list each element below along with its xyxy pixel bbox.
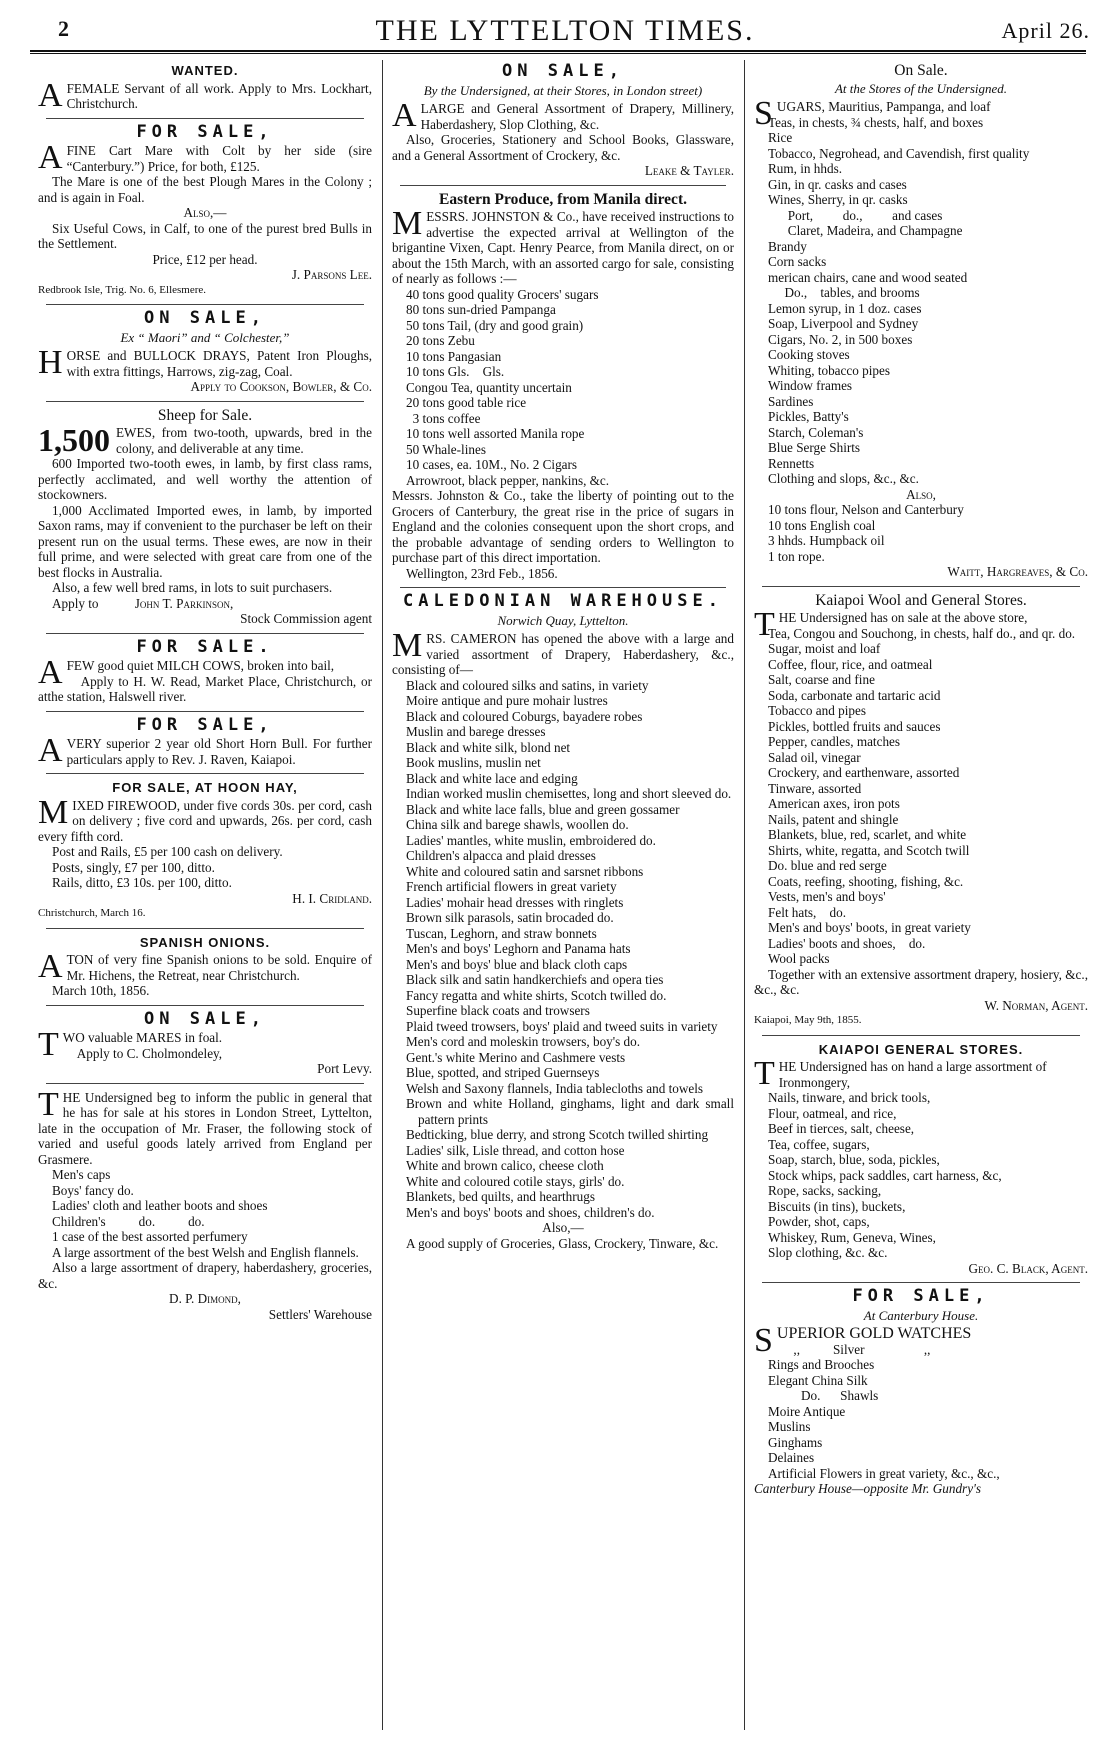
advert-apply: Apply to <box>52 595 99 611</box>
advert-text: Apply to C. Cholmondeley, <box>76 1045 223 1061</box>
list-item: Pepper, candles, matches <box>768 734 901 749</box>
advert-heading: FOR SALE, <box>136 714 274 735</box>
list-item: Men's cord and moleskin trowsers, boy's do. <box>406 1034 641 1049</box>
list-item: Port, do., and cases <box>768 207 943 223</box>
drop-cap: T <box>754 1055 775 1092</box>
list-item: Pickles, bottled fruits and sauces <box>768 718 941 734</box>
column-divider <box>744 60 745 1730</box>
drop-cap: H <box>38 344 63 381</box>
advert-separator <box>46 118 364 119</box>
advert-wanted <box>38 63 372 112</box>
list-item: Welsh and Saxony flannels, India tablecloths and towels <box>406 1080 704 1096</box>
drop-cap: M <box>392 205 423 242</box>
list-item: ,, Silver ,, <box>776 1341 931 1357</box>
advert-body: HE Undersigned has on hand a large assortment of <box>778 1059 1047 1074</box>
drop-cap: A <box>38 654 63 691</box>
advert-body: FEW good quiet MILCH COWS, broken into bail, <box>66 658 335 673</box>
list-item: 1 ton rope. <box>768 548 825 564</box>
header-rule-thin <box>30 53 1086 54</box>
list-item: Ginghams <box>768 1434 823 1450</box>
list-item: White and coloured cotile stays, girls' do. <box>406 1173 625 1189</box>
advert-body: HE Undersigned has on sale at the above store, <box>778 610 1028 625</box>
advert-separator <box>46 304 364 305</box>
list-item: Blankets, bed quilts, and hearthrugs <box>406 1189 595 1204</box>
list-item: Whiskey, Rum, Geneva, Wines, <box>768 1229 936 1245</box>
advert-body: RS. CAMERON has opened the above with a large and varied assortment of Drapery, Haberdashery, &c., consisting of— <box>392 631 734 677</box>
list-item: Clothing and slops, &c., &c. <box>768 471 919 486</box>
advert-settlers-warehouse <box>38 1085 372 1323</box>
list-item: Blue Serge Shirts <box>768 440 861 455</box>
advert-cart-mare <box>38 121 372 299</box>
list-item: Cooking stoves <box>768 347 850 362</box>
list-item: 80 tons sun-dried Pampanga <box>406 302 556 317</box>
list-item: Men's and boys' boots, in great variety <box>768 920 971 935</box>
advert-text: Six Useful Cows, in Calf, to one of the purest bred Bulls in the Settlement. <box>38 220 372 251</box>
advert-body: IXED FIREWOOD, under five cords 30s. per cord, cash on delivery ; five cord and upwards, 26s. per cord, cash every fifth cord. <box>38 797 372 844</box>
list-item: Tobacco, Negrohead, and Cavendish, first quality <box>768 145 1030 161</box>
advert-text: 600 Imported two-tooth ewes, in lamb, by first class rams, perfectly acclimated, and well worthy the attention of stockowners. <box>38 456 372 502</box>
advert-signature: Apply to Cookson, Bowler, & Co. <box>190 379 372 394</box>
list-item: Sardines <box>768 393 814 409</box>
list-item: Arrowroot, black pepper, nankins, &c. <box>406 472 610 488</box>
list-item: Black and white lace and edging <box>406 770 578 786</box>
list-item: Blankets, blue, red, scarlet, and white <box>768 827 967 842</box>
advert-text: A good supply of Groceries, Glass, Crockery, Tinware, &c. <box>406 1235 719 1251</box>
advert-date: Wellington, 23rd Feb., 1856. <box>406 565 558 581</box>
advert-heading: On Sale. <box>894 62 948 79</box>
advert-heading: SPANISH ONIONS. <box>139 934 271 950</box>
list-item: Muslins <box>768 1419 811 1434</box>
advert-separator <box>46 1005 364 1006</box>
advert-text: Rails, ditto, £3 10s. per 100, ditto. <box>52 875 232 890</box>
list-item: Flour, oatmeal, and rice, <box>768 1105 897 1121</box>
advert-subheading: Ex “ Maori” and “ Colchester,” <box>120 329 290 345</box>
list-item: 10 tons flour, Nelson and Canterbury <box>768 502 964 517</box>
advert-subheading: By the Undersigned, at their Stores, in London street) <box>423 82 703 98</box>
list-item: Salt, coarse and fine <box>768 672 875 687</box>
drop-cap: A <box>38 948 63 985</box>
list-item: Black and coloured Coburgs, bayadere robes <box>406 708 643 724</box>
list-item: Window frames <box>768 378 853 393</box>
list-item: Rennetts <box>768 455 815 471</box>
advert-body: UPERIOR GOLD WATCHES <box>776 1325 972 1342</box>
advert-text: A large assortment of the best Welsh and English flannels. <box>52 1244 359 1260</box>
list-item: Rings and Brooches <box>768 1357 875 1372</box>
advert-number: 1,500 <box>38 422 110 458</box>
advert-separator <box>46 1083 364 1084</box>
list-item: 10 tons well assorted Manila rope <box>406 426 585 441</box>
advert-heading: ON SALE, <box>502 61 624 81</box>
advert-subheading: Norwich Quay, Lyttelton. <box>497 612 629 628</box>
list-item: Wool packs <box>768 951 830 966</box>
list-item: Boys' fancy do. <box>52 1182 134 1198</box>
advert-text: Posts, singly, £7 per 100, ditto. <box>52 859 215 875</box>
newspaper-title: THE LYTTELTON TIMES. <box>375 14 755 47</box>
list-item: Tobacco and pipes <box>768 703 866 718</box>
advert-heading: Eastern Produce, from Manila direct. <box>439 190 687 208</box>
list-item: Superfine black coats and trowsers <box>406 1003 590 1018</box>
drop-cap: A <box>38 139 63 176</box>
advert-body: VERY superior 2 year old Short Horn Bull. For further particulars apply to Rev. J. Raven, Kaiapoi. <box>66 736 372 767</box>
advert-canterbury-house <box>754 1286 1088 1497</box>
list-item: Black and coloured silks and satins, in variety <box>406 677 649 693</box>
advert-sheep <box>38 408 372 627</box>
list-item: Teas, in chests, ¾ chests, half, and boxes <box>768 114 984 130</box>
masthead <box>30 14 1100 48</box>
advert-subheading: At Canterbury House. <box>863 1307 979 1323</box>
list-item: Ladies' silk, Lisle thread, and cotton hose <box>406 1142 625 1158</box>
list-item: Soap, Liverpool and Sydney <box>768 316 919 331</box>
list-item: Children's alpacca and plaid dresses <box>406 848 596 863</box>
list-item: Gin, in qr. casks and cases <box>768 176 907 192</box>
list-item: Men's caps <box>52 1167 111 1182</box>
list-item: Beef in tierces, salt, cheese, <box>768 1121 915 1136</box>
advert-body: ORSE and BULLOCK DRAYS, Patent Iron Ploughs, with extra fittings, Harrows, zig-zag, Coal. <box>66 348 372 379</box>
list-item: Claret, Madeira, and Champagne <box>768 223 963 238</box>
advert-heading: ON SALE, <box>144 308 266 328</box>
advert-item-list <box>38 1167 372 1245</box>
list-item: Shirts, white, regatta, and Scotch twill <box>768 842 970 858</box>
header-rule <box>30 50 1086 52</box>
drop-cap: T <box>754 606 775 643</box>
drop-cap: M <box>38 793 69 831</box>
advert-body: HE Undersigned beg to inform the public in general that he has for sale at his stores in London Street, Lyttelton, late in the occupation of Mr. Fraser, the following stock of varied and useful goods lately arrived from England per Grasmere. <box>38 1089 372 1167</box>
list-item: White and coloured satin and sarsnet ribbons <box>406 863 644 879</box>
advert-heading: Sheep for Sale. <box>157 406 253 424</box>
list-item: 3 hhds. Humpback oil <box>768 533 885 548</box>
drop-cap: A <box>38 76 63 114</box>
list-item: Ironmongery, <box>778 1074 851 1090</box>
column-divider <box>382 60 383 1730</box>
advert-text: Also,— <box>183 205 227 220</box>
advert-heading: FOR SALE. <box>136 636 274 657</box>
advert-text: 1,000 Acclimated Imported ewes, in lamb, by imported Saxon rams, may if convenient to the purchaser be left on their present run on the usual terms. These ewes, are now in their full prime, and were selected with great care from one of the best flocks in Australia. <box>38 502 372 580</box>
list-item: Vests, men's and boys' <box>768 889 886 904</box>
list-item: Congou Tea, quantity uncertain <box>406 379 572 395</box>
list-item: Moire Antique <box>768 1403 846 1419</box>
advert-leake-tayler <box>392 61 734 179</box>
advert-signature: H. I. Cridland. <box>292 890 372 906</box>
advert-separator <box>46 711 364 712</box>
advert-text: The Mare is one of the best Plough Mares in the Colony ; and is again in Foal. <box>38 174 372 205</box>
list-item: Ladies' boots and shoes, do. <box>768 935 926 951</box>
advert-signature: D. P. Dimond, <box>169 1291 241 1306</box>
list-item: Plaid tweed trowsers, boys' plaid and tweed suits in variety <box>406 1018 718 1034</box>
advert-text: Also, Groceries, Stationery and School Books, Glassware, and a General Assortment of Crockery, &c. <box>392 132 734 163</box>
list-item: Nails, tinware, and brick tools, <box>768 1090 931 1105</box>
column-1 <box>38 60 372 1740</box>
list-item: Muslin and barege dresses <box>406 724 546 739</box>
advert-signature: Leake & Tayler. <box>644 163 734 178</box>
advert-item-list <box>754 502 1088 564</box>
advert-bull <box>38 714 372 769</box>
advert-text: Also,— <box>542 1220 584 1235</box>
list-item: Ladies' cloth and leather boots and shoes <box>52 1198 268 1213</box>
list-item: Brown and white Holland, ginghams, light and dark small pattern prints <box>406 1096 738 1127</box>
list-item: Corn sacks <box>768 254 827 269</box>
list-item: Ladies' mantles, white muslin, embroidered do. <box>406 832 656 848</box>
list-item: Tea, Congou and Souchong, in chests, half do., and qr. do. <box>768 625 1076 641</box>
list-item: Sugar, moist and loaf <box>768 641 881 656</box>
drop-cap: T <box>38 1026 59 1063</box>
list-item: Coats, reefing, shooting, fishing, &c. <box>768 873 964 889</box>
advert-text: Apply to H. W. Read, Market Place, Christchurch, or atthe station, Halswell river. <box>38 673 372 704</box>
list-item: Rum, in hhds. <box>768 161 843 176</box>
list-item: Book muslins, muslin net <box>406 755 541 770</box>
advert-kaiapoi-wool <box>754 593 1088 1029</box>
list-item: American axes, iron pots <box>768 796 900 811</box>
advert-item-list <box>392 287 734 489</box>
advert-signature-title: Stock Commission agent <box>240 611 372 626</box>
list-item: Powder, shot, caps, <box>768 1214 870 1229</box>
advert-text: Together with an extensive assortment drapery, hosiery, &c., &c., &c. <box>754 966 1088 997</box>
advert-text: Also, <box>906 486 936 502</box>
list-item: Do., tables, and brooms <box>768 285 920 300</box>
advert-text: Also a large assortment of drapery, haberdashery, groceries, &c. <box>38 1260 372 1291</box>
list-item: Children's do. do. <box>52 1213 205 1229</box>
advert-onions <box>38 935 372 999</box>
advert-date: Kaiapoi, May 9th, 1855. <box>754 1014 862 1026</box>
advert-heading: FOR SALE, AT HOON HAY, <box>112 780 298 795</box>
list-item: Fancy regatta and white shirts, Scotch twilled do. <box>406 987 667 1003</box>
list-item: 3 tons coffee <box>406 410 481 426</box>
advert-kaiapoi-general <box>754 1042 1088 1277</box>
advert-separator <box>762 586 1080 587</box>
list-item: Bedticking, blue derry, and strong Scotch twilled shirting <box>406 1127 709 1142</box>
advert-signature: J. Parsons Lee. <box>291 267 372 282</box>
list-item: 50 tons Tail, (dry and good grain) <box>406 317 584 333</box>
advert-separator <box>46 633 364 634</box>
advert-separator <box>46 928 364 929</box>
advert-drays <box>38 308 372 395</box>
advert-date: March 10th, 1856. <box>52 983 150 998</box>
advert-caledonian <box>392 591 738 1251</box>
advert-body: WO valuable MARES in foal. <box>62 1030 223 1045</box>
advert-separator <box>400 185 726 186</box>
advert-item-list <box>754 626 1088 967</box>
list-item: Coffee, flour, rice, and oatmeal <box>768 656 933 672</box>
list-item: Slop clothing, &c. &c. <box>768 1245 888 1260</box>
advert-item-list <box>754 1075 1088 1261</box>
list-item: Tea, coffee, sugars, <box>768 1136 870 1152</box>
advert-body: FEMALE Servant of all work. Apply to Mrs. Lockhart, Christchurch. <box>66 80 372 111</box>
advert-price: Price, £12 per head. <box>152 251 258 267</box>
list-item: Salad oil, vinegar <box>768 749 861 765</box>
list-item: Brown silk parasols, satin brocaded do. <box>406 910 614 925</box>
advert-signature: John T. Parkinson, <box>134 595 234 611</box>
list-item: Stock whips, pack saddles, cart harness, &c, <box>768 1167 1002 1183</box>
advert-firewood <box>38 780 372 922</box>
list-item: Pickles, Batty's <box>768 409 849 424</box>
drop-cap: S <box>754 95 773 132</box>
list-item: Black and white lace falls, blue and green gossamer <box>406 801 680 817</box>
column-2 <box>392 60 738 1740</box>
issue-date: April 26. <box>1001 18 1090 43</box>
advert-body: UGARS, Mauritius, Pampanga, and loaf <box>776 99 991 114</box>
list-item: French artificial flowers in great variety <box>406 879 617 894</box>
advert-separator <box>762 1282 1080 1283</box>
list-item: 20 tons good table rice <box>406 395 527 410</box>
advert-text: Port Levy. <box>317 1061 372 1076</box>
list-item: Tuscan, Leghorn, and straw bonnets <box>406 925 597 941</box>
advert-body: EWES, from two-tooth, upwards, bred in the colony, and deliverable at any time. <box>116 425 372 456</box>
list-item: Elegant China Silk <box>768 1372 868 1388</box>
advert-heading: FOR SALE, <box>852 1286 990 1306</box>
advert-item-list <box>754 1342 1088 1482</box>
advert-item-list <box>754 115 1088 487</box>
advert-separator <box>400 587 726 588</box>
advert-signature: W. Norman, Agent. <box>984 997 1088 1013</box>
advert-mares <box>38 1008 372 1077</box>
advert-heading: CALEDONIAN WAREHOUSE. <box>403 591 723 611</box>
list-item: merican chairs, cane and wood seated <box>768 269 968 285</box>
list-item: Cigars, No. 2, in 500 boxes <box>768 331 913 347</box>
advert-heading: ON SALE, <box>144 1008 266 1029</box>
advert-eastern-produce <box>392 192 734 582</box>
advert-address: Redbrook Isle, Trig. No. 6, Ellesmere. <box>38 283 207 296</box>
list-item: 10 tons English coal <box>768 517 876 533</box>
advert-text: Post and Rails, £5 per 100 cash on delivery. <box>52 844 283 859</box>
list-item: Soda, carbonate and tartaric acid <box>768 687 941 703</box>
list-item: Whiting, tobacco pipes <box>768 362 890 378</box>
drop-cap: M <box>392 627 423 664</box>
list-item: Men's and boys' boots and shoes, children's do. <box>406 1204 655 1220</box>
advert-item-list <box>392 677 738 1221</box>
advert-heading: Kaiapoi Wool and General Stores. <box>815 591 1027 609</box>
list-item: Men's and boys' Leghorn and Panama hats <box>406 941 631 956</box>
list-item: Delaines <box>768 1450 815 1465</box>
list-item: 10 tons Pangasian <box>406 348 502 364</box>
advert-text: Also, a few well bred rams, in lots to suit purchasers. <box>52 580 333 595</box>
list-item: 20 tons Zebu <box>406 333 475 348</box>
advert-separator <box>762 1035 1080 1036</box>
advert-separator <box>46 401 364 402</box>
list-item: Biscuits (in tins), buckets, <box>768 1198 906 1214</box>
list-item: 40 tons good quality Grocers' sugars <box>406 286 599 302</box>
list-item: Rope, sacks, sacking, <box>768 1183 882 1198</box>
drop-cap: T <box>38 1085 59 1123</box>
list-item: Black silk and satin handkerchiefs and opera ties <box>406 972 664 987</box>
list-item: Black and white silk, blond net <box>406 739 571 755</box>
list-item: Lemon syrup, in 1 doz. cases <box>768 300 922 316</box>
advert-text: Messrs. Johnston & Co., take the liberty of pointing out to the Grocers of Canterbury, the great rise in the price of sugars in England and the colonies consequent upon the short crops, and the probable advantage of sending orders to Wellington to purchase part of this direct importation. <box>392 488 734 565</box>
list-item: Indian worked muslin chemisettes, long and short sleeved do. <box>406 786 732 801</box>
advert-body: FINE Cart Mare with Colt by her side (sire “Canterbury.”) Price, for both, £125. <box>66 143 372 174</box>
list-item: Wines, Sherry, in qr. casks <box>768 192 908 207</box>
advert-separator <box>46 773 364 774</box>
advert-text: Canterbury House—opposite Mr. Gundry's <box>754 1481 982 1496</box>
list-item: 10 cases, ea. 10M., No. 2 Cigars <box>406 457 578 472</box>
advert-heading: FOR SALE, <box>136 121 274 142</box>
advert-body: ESSRS. JOHNSTON & Co., have received instructions to advertise the expected arrival at Wellington of the brigantine Vixen, Capt. Henry Pearce, from Manila direct, on or about the 15th March, with an assorted cargo for sale, consisting of nearly as follows :— <box>392 209 734 286</box>
advert-body: LARGE and General Assortment of Drapery, Millinery, Haberdashery, Slop Clothing, &c. <box>420 101 734 132</box>
advert-heading: WANTED. <box>171 63 239 78</box>
list-item: Crockery, and earthenware, assorted <box>768 765 960 780</box>
page-number: 2 <box>58 16 69 41</box>
advert-address: Christchurch, March 16. <box>38 907 146 919</box>
list-item: 10 tons Gls. Gls. <box>406 364 505 379</box>
list-item: China silk and barege shawls, woollen do. <box>406 817 629 832</box>
list-item: Felt hats, do. <box>768 904 847 920</box>
drop-cap: S <box>754 1322 773 1359</box>
list-item: 1 case of the best assorted perfumery <box>52 1229 248 1244</box>
list-item: Brandy <box>768 238 807 254</box>
advert-milch-cows <box>38 636 372 705</box>
list-item: Soap, starch, blue, soda, pickles, <box>768 1152 940 1167</box>
list-item: Gent.'s white Merino and Cashmere vests <box>406 1049 626 1065</box>
list-item: Blue, spotted, and striped Guernseys <box>406 1065 600 1080</box>
list-item: Artificial Flowers in great variety, &c., &c., <box>768 1465 1000 1481</box>
list-item: Men's and boys' blue and black cloth caps <box>406 956 628 972</box>
list-item: Rice <box>768 130 793 145</box>
advert-signature-title: Settlers' Warehouse <box>268 1306 372 1322</box>
advert-body: TON of very fine Spanish onions to be sold. Enquire of Mr. Hichens, the Retreat, near Christchurch. <box>66 952 372 983</box>
list-item: Nails, patent and shingle <box>768 811 899 827</box>
list-item: Do. blue and red serge <box>768 858 887 873</box>
drop-cap: A <box>38 732 63 769</box>
list-item: Ladies' mohair head dresses with ringlets <box>406 894 624 910</box>
list-item: Tinware, assorted <box>768 780 862 796</box>
advert-waitt-hargreaves <box>754 63 1088 580</box>
list-item: Moire antique and pure mohair lustres <box>406 693 608 708</box>
list-item: Do. Shawls <box>768 1388 879 1403</box>
list-item: Starch, Coleman's <box>768 424 864 440</box>
advert-signature: Geo. C. Black, Agent. <box>968 1260 1088 1276</box>
list-item: White and brown calico, cheese cloth <box>406 1158 604 1173</box>
column-3 <box>754 60 1088 1740</box>
drop-cap: A <box>392 97 417 134</box>
advert-signature: Waitt, Hargreaves, & Co. <box>947 564 1088 579</box>
list-item: 50 Whale-lines <box>406 441 486 457</box>
advert-subheading: At the Stores of the Undersigned. <box>834 80 1008 96</box>
advert-heading: KAIAPOI GENERAL STORES. <box>818 1041 1024 1057</box>
